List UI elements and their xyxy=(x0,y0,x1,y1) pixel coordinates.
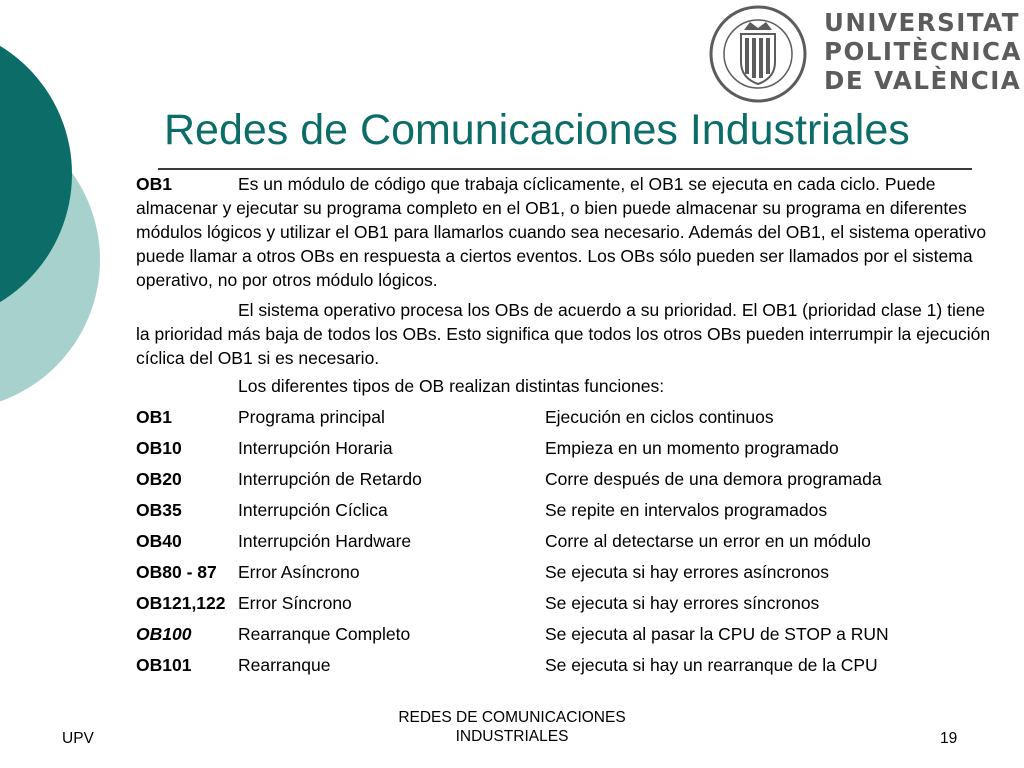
ob-name: Interrupción Horaria xyxy=(238,438,393,458)
ob-description: Se ejecuta si hay errores asíncronos xyxy=(545,562,830,582)
ob-code: OB101 xyxy=(136,655,192,675)
ob-code: OB121,122 xyxy=(136,593,226,613)
ob-description: Se repite en intervalos programados xyxy=(545,500,828,520)
ob-name: Interrupción Hardware xyxy=(238,531,412,551)
ob-name: Programa principal xyxy=(238,407,385,427)
table-row xyxy=(136,526,992,557)
table-row xyxy=(136,588,992,619)
intro-label: OB1 xyxy=(136,174,172,194)
wordmark-line-1: UNIVERSITAT xyxy=(824,8,1020,37)
university-logo xyxy=(708,4,1023,104)
table-row xyxy=(136,650,992,681)
table-row xyxy=(136,402,992,433)
ob-code: OB20 xyxy=(136,469,182,489)
ob-code: OB1 xyxy=(136,407,172,427)
types-paragraph: Los diferentes tipos de OB realizan distintas funciones: xyxy=(238,376,665,396)
ob-code: OB40 xyxy=(136,531,182,551)
wordmark-line-2: POLITÈCNICA xyxy=(824,37,1023,66)
footer-center-line-1: REDES DE COMUNICACIONES xyxy=(398,709,626,726)
ob-name: Interrupción Cíclica xyxy=(238,500,388,520)
footer-center-line-2: INDUSTRIALES xyxy=(455,728,569,745)
slide-content xyxy=(136,172,992,681)
ob-description: Empieza en un momento programado xyxy=(545,438,839,458)
footer-center xyxy=(360,708,664,746)
ob-description: Ejecución en ciclos continuos xyxy=(545,407,774,427)
table-row xyxy=(136,433,992,464)
ob-code: OB80 - 87 xyxy=(136,562,217,582)
table-row xyxy=(136,464,992,495)
ob-table xyxy=(136,402,992,681)
ob-description: Se ejecuta si hay un rearranque de la CPU xyxy=(545,655,878,675)
page-number: 19 xyxy=(940,730,958,747)
ob-name: Error Síncrono xyxy=(238,593,352,613)
ob-code: OB35 xyxy=(136,500,182,520)
intro-paragraph xyxy=(136,172,992,292)
intro-text: Es un módulo de código que trabaja cíclicamente, el OB1 se ejecuta en cada ciclo. Puede almacenar y ejecutar su programa completo en el OB1, o bien puede almacenar su programa en diferentes módulos lógicos y utilizar el OB1 para llamarlos cuando sea necesario. Además del OB1, el sistema operativo puede llamar a otros OBs en respuesta a ciertos eventos. Los OBs sólo pueden ser llamados por el sistema operativo, no por otros módulo lógicos. xyxy=(136,174,987,290)
ob-description: Corre después de una demora programada xyxy=(545,469,882,489)
ob-name: Rearranque Completo xyxy=(238,624,411,644)
ob-description: Se ejecuta si hay errores síncronos xyxy=(545,593,820,613)
university-seal-icon xyxy=(708,4,808,104)
ob-name: Rearranque xyxy=(238,655,331,675)
slide-title: Redes de Comunicaciones Industriales xyxy=(164,106,910,154)
table-row xyxy=(136,495,992,526)
university-wordmark xyxy=(824,8,1023,95)
table-row xyxy=(136,557,992,588)
title-divider xyxy=(158,168,972,170)
ob-name: Interrupción de Retardo xyxy=(238,469,422,489)
ob-code: OB100 xyxy=(136,624,192,644)
ob-code: OB10 xyxy=(136,438,182,458)
ob-name: Error Asíncrono xyxy=(238,562,360,582)
ob-description: Se ejecuta al pasar la CPU de STOP a RUN xyxy=(545,624,889,644)
ob-description: Corre al detectarse un error en un módulo xyxy=(545,531,871,551)
wordmark-line-3: DE VALÈNCIA xyxy=(824,66,1022,95)
priority-paragraph: El sistema operativo procesa los OBs de acuerdo a su prioridad. El OB1 (prioridad clase 1) tiene la prioridad más baja de todos los OBs. Esto significa que todos los otros OBs pueden interrumpir la ejecución cíclica del OB1 si es necesario. xyxy=(136,300,991,368)
table-row xyxy=(136,619,992,650)
footer-left: UPV xyxy=(62,730,94,747)
